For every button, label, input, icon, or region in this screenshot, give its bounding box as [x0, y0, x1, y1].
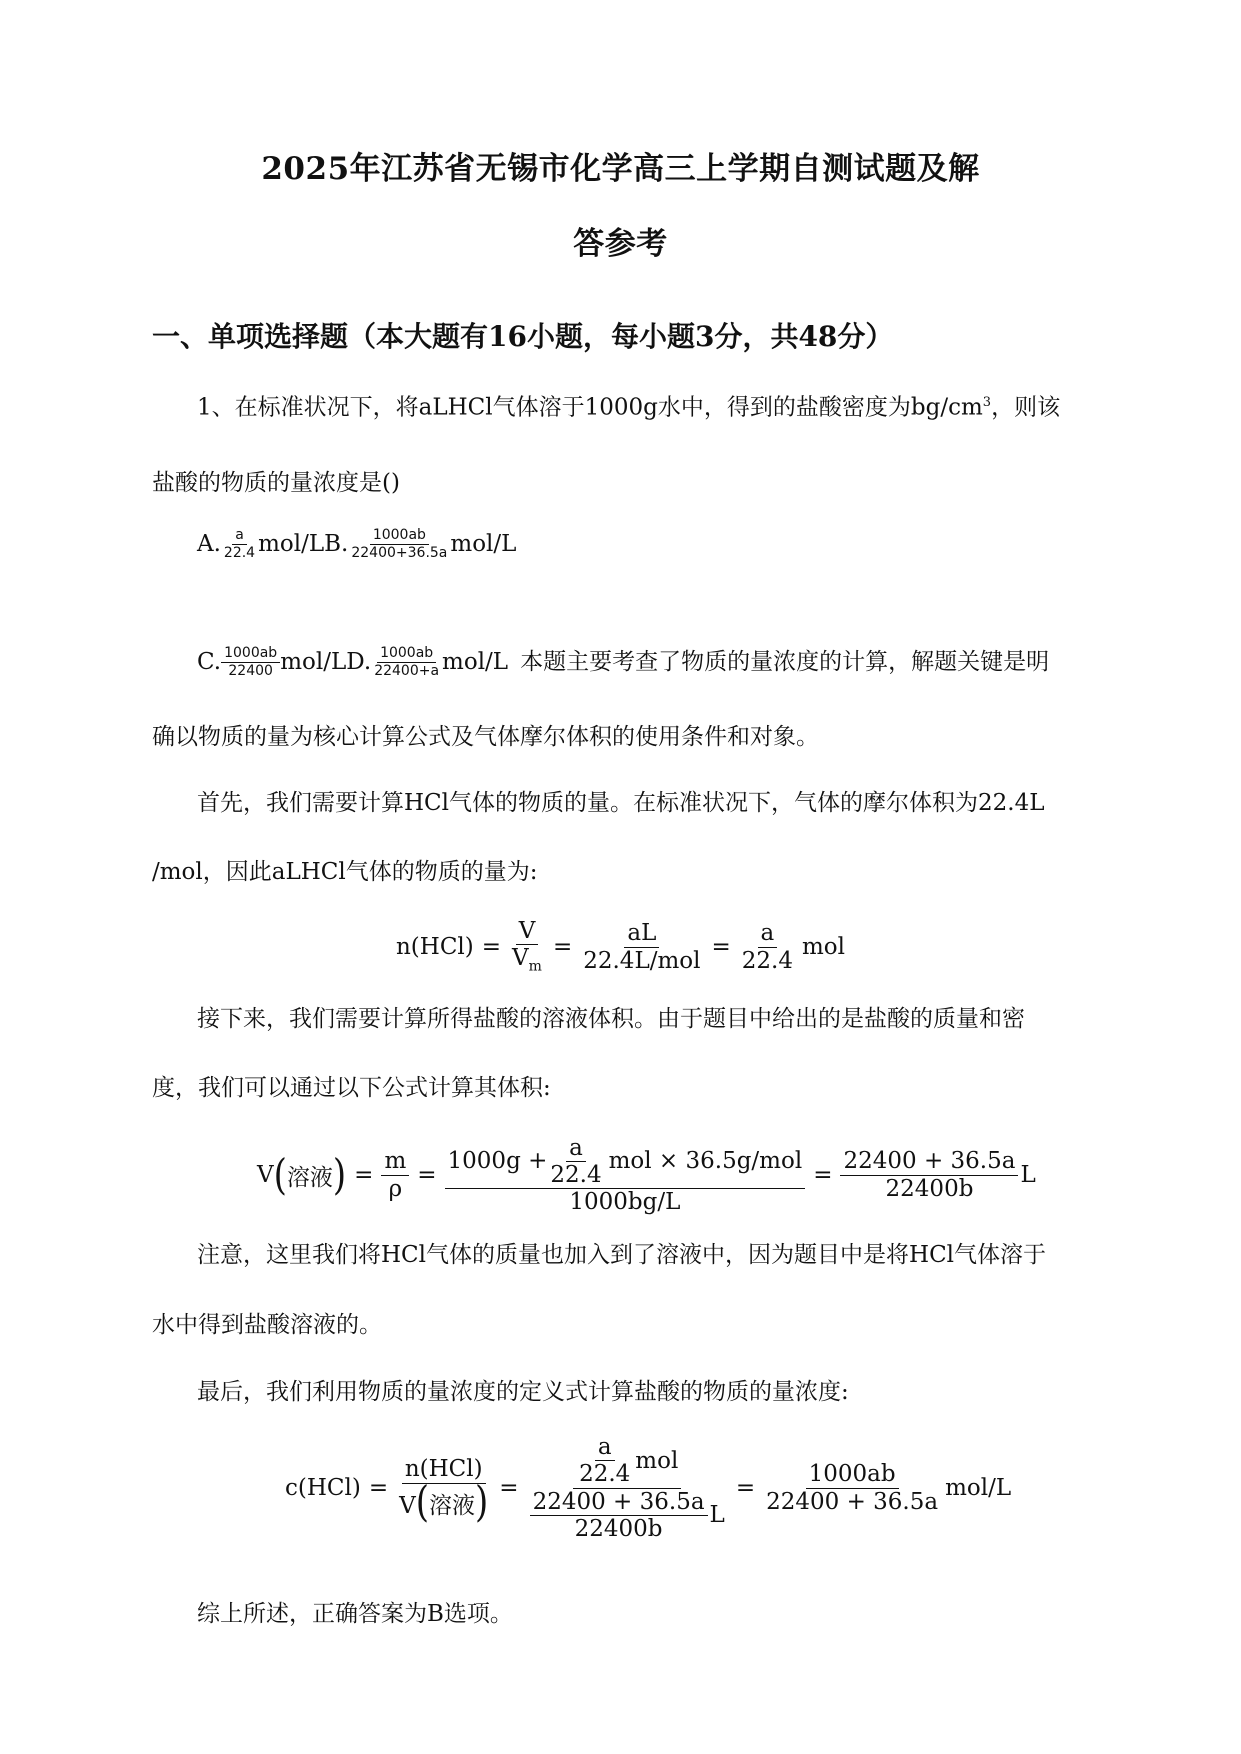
- eq2-unit: L: [1020, 1162, 1036, 1188]
- option-c-numerator: 1000ab: [221, 646, 280, 663]
- equation-solution-volume: [257, 1130, 1036, 1220]
- eq2-fraction-m-over-rho: [381, 1149, 409, 1200]
- eq3-f1-numerator: n(HCl): [402, 1457, 486, 1483]
- option-a-fraction: [221, 528, 258, 560]
- superscript-3: 3: [982, 395, 992, 410]
- eq2-f1-numerator: m: [381, 1149, 409, 1175]
- eq1-unit: mol: [801, 934, 845, 960]
- step1-line2: /mol，因此aLHCl气体的物质的量为:: [152, 859, 538, 885]
- note-line2: 水中得到盐酸溶液的。: [152, 1312, 382, 1338]
- equation-concentration: [285, 1428, 1011, 1548]
- equals-sign: =: [417, 1162, 437, 1188]
- eq3-fraction-n-over-v: [396, 1456, 491, 1527]
- left-paren: (: [273, 1150, 287, 1200]
- eq2-fraction-result: [840, 1149, 1018, 1200]
- equals-sign: =: [481, 934, 502, 960]
- question-stem-line2: 盐酸的物质的量浓度是(): [152, 470, 400, 496]
- option-a-label: A.: [197, 530, 221, 557]
- option-d-numerator: 1000ab: [377, 646, 436, 663]
- eq1-fraction-a-over-22-4: [739, 921, 796, 972]
- eq3-lhs: c(HCl): [285, 1475, 361, 1501]
- step2-line1: 接下来，我们需要计算所得盐酸的溶液体积。由于题目中给出的是盐酸的质量和密: [197, 1006, 1025, 1032]
- eq3-unit: mol/L: [945, 1475, 1012, 1501]
- equals-sign: =: [711, 934, 731, 960]
- document-title-line2: 答参考: [573, 226, 668, 262]
- eq2-fraction-mass-over-density: [445, 1136, 806, 1214]
- option-b-numerator: 1000ab: [370, 528, 429, 545]
- analysis-text-line2: 确以物质的量为核心计算公式及气体摩尔体积的使用条件和对象。: [152, 724, 819, 750]
- option-a-unit: mol/L: [258, 530, 325, 557]
- eq3-fraction-result: [763, 1462, 941, 1513]
- question-stem-text-a: 1、在标准状况下，将aLHCl气体溶于1000g水中，得到的盐酸密度为bg/cm: [197, 394, 983, 421]
- eq1-f2-numerator: aL: [624, 921, 659, 947]
- eq2-f1-denominator: ρ: [388, 1175, 403, 1202]
- option-c-unit: mol/L: [280, 648, 347, 675]
- eq1-fraction-al-over-molar-volume: [580, 921, 703, 972]
- equals-sign: =: [552, 934, 573, 960]
- note-line1: 注意，这里我们将HCl气体的质量也加入到了溶液中，因为题目中是将HCl气体溶于: [197, 1242, 1047, 1268]
- option-a-denominator: 22.4: [223, 544, 256, 561]
- option-b-label: B.: [324, 530, 349, 557]
- option-c-fraction: [221, 646, 280, 678]
- right-paren: ): [332, 1150, 347, 1200]
- question-stem-line1: [197, 396, 1060, 420]
- eq2-f3-numerator: 22400 + 36.5a: [840, 1149, 1018, 1175]
- step1-line1: 首先，我们需要计算HCl气体的物质的量。在标准状况下，气体的摩尔体积为22.4L: [197, 790, 1045, 816]
- eq2-lhs-v: V: [257, 1162, 274, 1188]
- eq1-f1-numerator: V: [516, 919, 539, 945]
- options-ab: [197, 528, 516, 560]
- step2-line2: 度，我们可以通过以下公式计算其体积:: [152, 1075, 551, 1101]
- eq3-compound-fraction: [527, 1435, 728, 1541]
- option-c-label: C.: [197, 648, 222, 675]
- analysis-text-line1: 本题主要考查了物质的量浓度的计算，解题关键是明: [520, 648, 1050, 675]
- eq1-fraction-v-over-vm: [509, 919, 545, 974]
- option-d-denominator: 22400+a: [374, 662, 440, 679]
- equals-sign: =: [368, 1475, 389, 1501]
- eq1-f2-denominator: 22.4L/mol: [583, 947, 701, 974]
- option-c-denominator: 22400: [228, 662, 273, 679]
- option-d-fraction: [371, 646, 442, 678]
- document-title-line1: 2025年江苏省无锡市化学高三上学期自测试题及解: [261, 151, 980, 187]
- option-b-unit: mol/L: [450, 530, 517, 557]
- eq1-f1-denominator: $V_m$: [512, 945, 542, 976]
- option-d-label: D.: [346, 648, 372, 675]
- equals-sign: =: [354, 1162, 374, 1188]
- eq2-inner-fraction: $\frac{a}{22.4}$: [550, 1134, 602, 1188]
- option-b-fraction: [348, 528, 450, 560]
- option-d-unit: mol/L: [442, 648, 509, 675]
- section-heading: 一、单项选择题（本大题有16小题，每小题3分，共48分）: [152, 320, 894, 353]
- eq3-f3-denominator: 22400 + 36.5a: [766, 1488, 939, 1515]
- equals-sign: =: [499, 1475, 519, 1501]
- eq2-f2-denominator: 1000bg/L: [569, 1189, 681, 1216]
- eq3-f1-denominator: V(溶液): [399, 1476, 489, 1527]
- eq2-lhs-inner: 溶液: [286, 1164, 333, 1191]
- equation-moles-hcl: [0, 912, 1241, 982]
- option-b-denominator: 22400+36.5a: [351, 544, 448, 561]
- eq1-f3-denominator: 22.4: [741, 947, 793, 974]
- eq1-lhs: n(HCl): [395, 934, 474, 960]
- eq1-f3-numerator: a: [758, 921, 778, 947]
- question-stem-text-b: ，则该: [991, 394, 1061, 421]
- conclusion: 综上所述，正确答案为B选项。: [197, 1601, 513, 1627]
- option-a-numerator: a: [232, 528, 247, 545]
- eq2-f2-numerator: 1000g + $\frac{a}{22.4}$ mol × 36.5g/mol: [445, 1136, 806, 1189]
- equals-sign: =: [813, 1162, 833, 1188]
- step3-line1: 最后，我们利用物质的量浓度的定义式计算盐酸的物质的量浓度:: [197, 1379, 849, 1405]
- eq3-f2-denominator: $\frac{22400 + 36.5a}{22400b}$ L: [527, 1489, 728, 1541]
- equals-sign: =: [735, 1475, 756, 1501]
- eq2-f3-denominator: 22400b: [885, 1175, 974, 1202]
- eq3-f2-numerator: $\frac{a}{22.4}$ mol: [573, 1435, 681, 1488]
- eq3-f3-numerator: 1000ab: [806, 1462, 899, 1488]
- options-cd: [197, 646, 1049, 678]
